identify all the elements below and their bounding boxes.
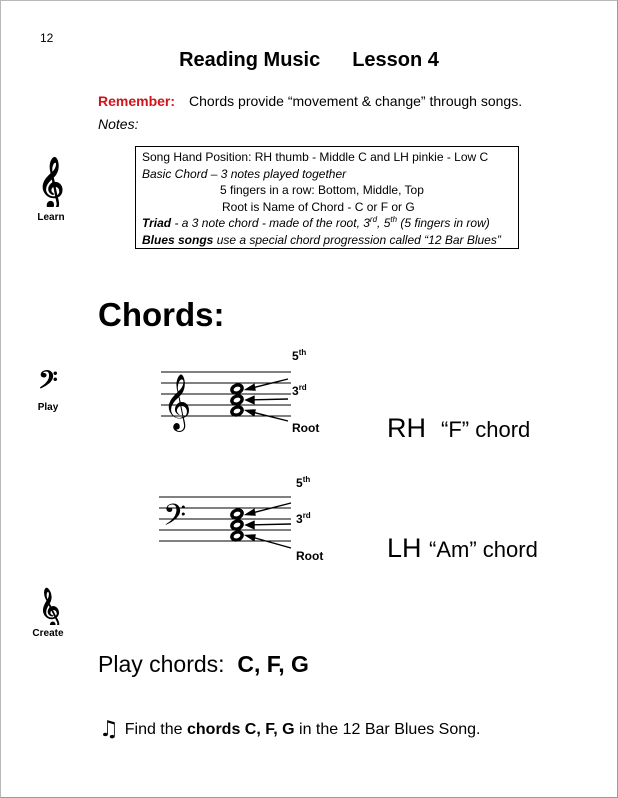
sidebar-create: [26, 585, 70, 639]
chords-heading: Chords:: [98, 296, 225, 333]
box-line-root: Root is Name of Chord - C or F or G: [222, 199, 415, 214]
lh-hand-label: LH: [387, 533, 422, 563]
box-line-triad: [142, 215, 512, 232]
blues-text: use a special chord progression called “12 Bar Blues”: [213, 232, 501, 247]
play-chords-list: C, F, G: [237, 651, 309, 677]
remember-text: Chords provide “movement & change” through songs.: [189, 93, 523, 109]
notes-box: [135, 146, 519, 249]
find-bold: chords C, F, G: [187, 721, 295, 738]
eighth-notes-icon: ♫: [99, 717, 119, 742]
f-chord-arrows: [246, 379, 288, 421]
bass-clef-icon: [26, 365, 70, 399]
title-text: Reading Music: [179, 49, 321, 71]
treble-clef: 𝄞: [163, 374, 192, 430]
lh-chord-name: “Am” chord: [429, 537, 538, 562]
triad-fifth-sup: th: [390, 215, 398, 224]
rh-root-label: Root: [292, 421, 320, 435]
play-label: Play: [37, 402, 59, 413]
box-line-basic-chord: Basic Chord – 3 notes played together: [142, 166, 347, 181]
box-line-blues: [142, 232, 512, 249]
find-instruction: [99, 717, 480, 742]
lh-chord-caption: [387, 533, 538, 564]
create-clef-icon: [26, 585, 70, 625]
box-line-hand-position: Song Hand Position: RH thumb - Middle C and LH pinkie - Low C: [142, 150, 489, 164]
remember-label: Remember:: [98, 93, 176, 109]
rh-third-label: 3rd: [292, 383, 307, 398]
play-chords-line: [98, 651, 309, 678]
notes-label: Notes:: [98, 116, 139, 132]
triad-third-sup: rd: [369, 215, 378, 224]
find-pre: Find the: [124, 721, 187, 738]
triad-text-b: , 5: [377, 216, 391, 230]
rh-chord-caption: [387, 413, 530, 444]
svg-text:𝄞: 𝄞: [33, 585, 64, 625]
lh-third-label: 3rd: [296, 511, 311, 526]
svg-text:𝄞: 𝄞: [37, 157, 65, 207]
rh-chord-name: “F” chord: [441, 417, 531, 442]
play-chords-label: Play chords:: [98, 651, 225, 677]
lh-root-label: Root: [296, 549, 324, 563]
triad-text-a: - a 3 note chord - made of the root, 3: [171, 216, 370, 230]
lesson-label: Lesson 4: [352, 49, 439, 71]
lh-fifth-label: 5th: [296, 475, 311, 490]
treble-clef-icon: [29, 151, 73, 207]
create-label: Create: [32, 628, 64, 639]
sidebar-play: [26, 365, 70, 413]
learn-label: Learn: [37, 212, 65, 223]
page-number: 12: [40, 31, 54, 45]
triad-term: Triad: [142, 216, 172, 230]
bass-staff: [151, 473, 371, 573]
blues-term: Blues songs: [142, 232, 214, 247]
treble-staff: [151, 346, 371, 446]
bass-clef: 𝄢: [163, 499, 187, 540]
remember-line: [98, 93, 522, 109]
rh-fifth-label: 5th: [292, 348, 307, 363]
triad-text-c: (5 fingers in row): [397, 216, 490, 230]
svg-text:𝄢: 𝄢: [38, 366, 58, 399]
page-title: [1, 49, 617, 72]
box-line-fingers: 5 fingers in a row: Bottom, Middle, Top: [220, 183, 424, 197]
sidebar-learn: [29, 151, 73, 223]
find-post: in the 12 Bar Blues Song.: [294, 721, 481, 738]
rh-hand-label: RH: [387, 413, 426, 443]
